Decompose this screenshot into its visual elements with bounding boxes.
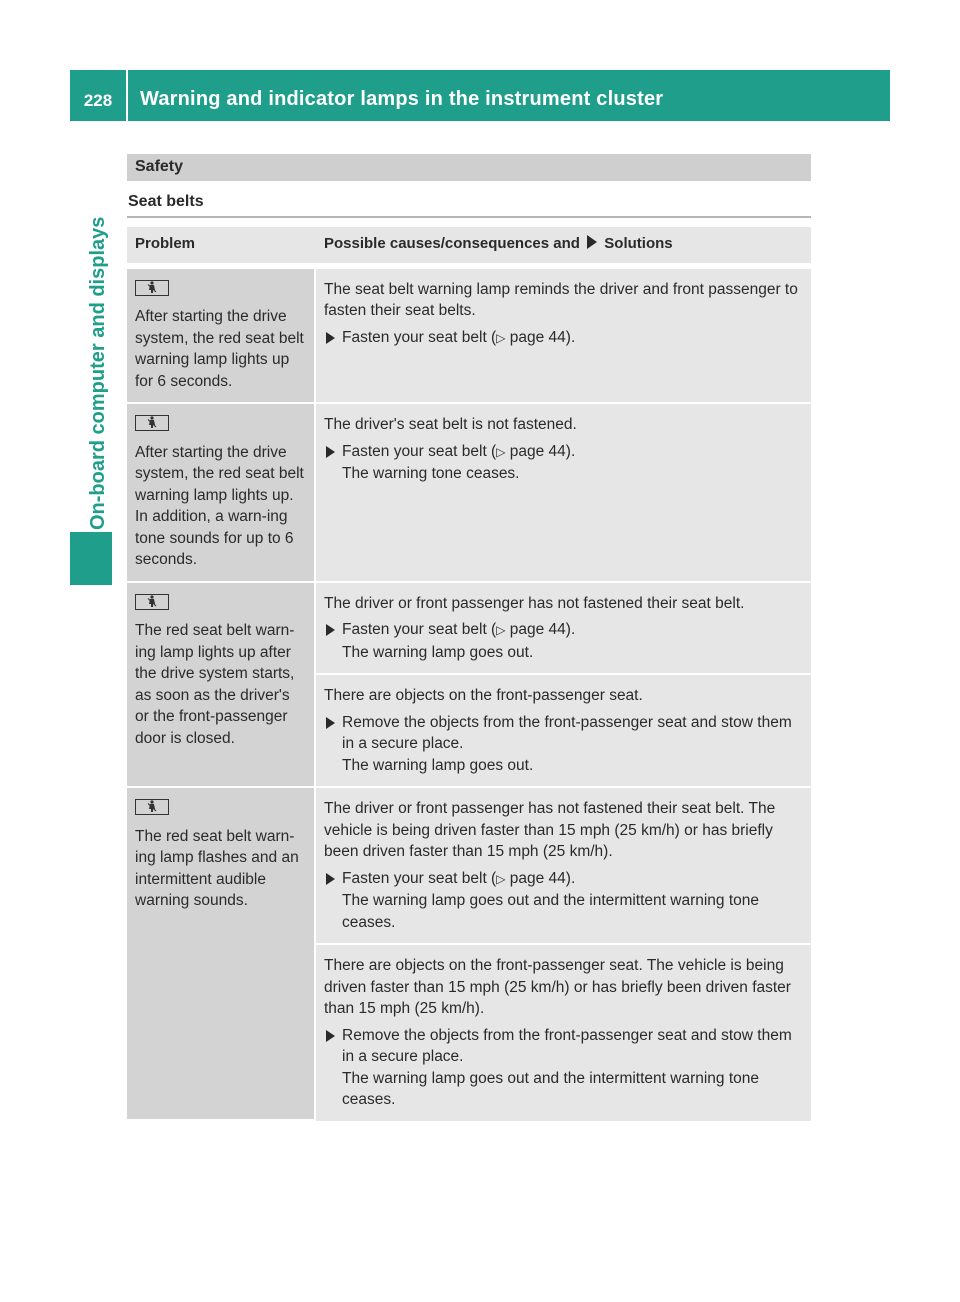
warning-lamp-table [127,227,811,1121]
step-result: The warning tone ceases. [342,465,520,482]
side-tab-label: On-board computer and displays [87,216,109,530]
column-header-problem-label: Problem [135,235,196,252]
cause-cell [316,269,811,405]
step-text: Fasten your seat belt ( [342,869,497,887]
table-row [127,404,811,583]
page-reference-link[interactable]: page 44). [509,621,576,638]
section-bar [127,154,811,181]
action-arrow-icon [326,717,335,729]
problem-text: The red seat belt warn-ing lamp flashes and an intermittent audible warning sounds. [135,827,299,909]
problem-cell [127,269,316,405]
section-title: Safety [135,158,184,175]
step-text: Fasten your seat belt ( [342,328,497,346]
step-result: The warning lamp goes out. [342,643,534,661]
solution-step [324,712,805,777]
cause-cell [316,945,811,1121]
solution-step [324,441,805,485]
problem-text: After starting the drive system, the red seat belt warning lamp lights up for 6 seconds. [135,308,304,390]
step-text: Remove the objects from the front-passenger seat and stow them in a secure place. [342,1026,792,1065]
solution-step [324,327,805,350]
table-header-row [127,227,811,269]
cause-cell [316,675,811,788]
page-header [70,70,890,121]
step-result: The warning lamp goes out. [342,756,534,774]
side-tab-marker [70,532,112,585]
page-reference-icon: ▷ [496,444,506,459]
step-text: Remove the objects from the front-passenger seat and stow them in a secure place. [342,713,792,752]
problem-text: The red seat belt warn-ing lamp lights up after the drive system starts, as soon as the driver's or the front-passenger door is closed. [135,622,295,747]
problem-text: After starting the drive system, the red seat belt warning lamp lights up. In addition, a warn-ing tone sounds for up to 6 seconds. [135,443,304,568]
page-reference-icon: ▷ [496,330,506,345]
column-header-causes-label: Possible causes/consequences and [324,235,580,252]
cause-text: The driver or front passenger has not fastened their seat belt. [324,594,745,612]
step-text: Fasten your seat belt ( [342,621,497,638]
step-text: Fasten your seat belt ( [342,442,497,460]
cause-text: The driver or front passenger has not fastened their seat belt. The vehicle is being driven faster than 15 mph (25 km/h) or has briefly been driven faster than 15 mph (25 km/h). [324,800,776,860]
subsection-rule [127,216,811,218]
header-title: Warning and indicator lamps in the instrument cluster [140,88,664,110]
column-header-problem [127,227,316,269]
action-arrow-icon [326,446,335,458]
action-arrow-icon [326,332,335,344]
seat-belt-warning-icon [135,594,169,610]
action-arrow-icon [326,1030,335,1042]
problem-cell [127,404,316,583]
problem-cell [127,583,316,789]
cause-text: There are objects on the front-passenger seat. [324,687,643,704]
page-reference-link[interactable]: page 44). [509,442,576,460]
page-reference-icon: ▷ [496,623,506,637]
cause-cell [316,583,811,676]
action-arrow-icon [587,235,597,249]
problem-cell [127,788,316,1121]
cause-text: There are objects on the front-passenger seat. The vehicle is being driven faster than 15 mph (25 km/h) or has briefly been driven faster than 15 mph (25 km/h). [324,957,791,1017]
step-result: The warning lamp goes out and the intermittent warning tone ceases. [342,892,760,931]
cause-text: The driver's seat belt is not fastened. [324,416,577,433]
page-reference-link[interactable]: page 44). [509,328,576,346]
seat-belt-warning-icon [135,799,169,815]
table-row [127,583,811,676]
column-header-solutions-label: Solutions [604,235,673,252]
solution-step [324,619,805,663]
solution-step [324,1025,805,1111]
page-reference-link[interactable]: page 44). [509,869,576,887]
cause-cell [316,404,811,583]
seat-belt-warning-icon [135,280,169,296]
page-number: 228 [83,90,113,110]
cause-cell [316,788,811,945]
step-result: The warning lamp goes out and the intermittent warning tone ceases. [342,1069,760,1108]
seat-belt-warning-icon [135,415,169,431]
action-arrow-icon [326,624,335,636]
cause-text: The seat belt warning lamp reminds the driver and front passenger to fasten their seat belts. [324,280,798,319]
action-arrow-icon [326,873,335,885]
subsection-title: Seat belts [128,193,204,210]
solution-step [324,868,805,934]
column-header-causes [316,227,811,269]
table-row [127,269,811,405]
table-row [127,788,811,945]
page-reference-icon: ▷ [496,871,506,886]
